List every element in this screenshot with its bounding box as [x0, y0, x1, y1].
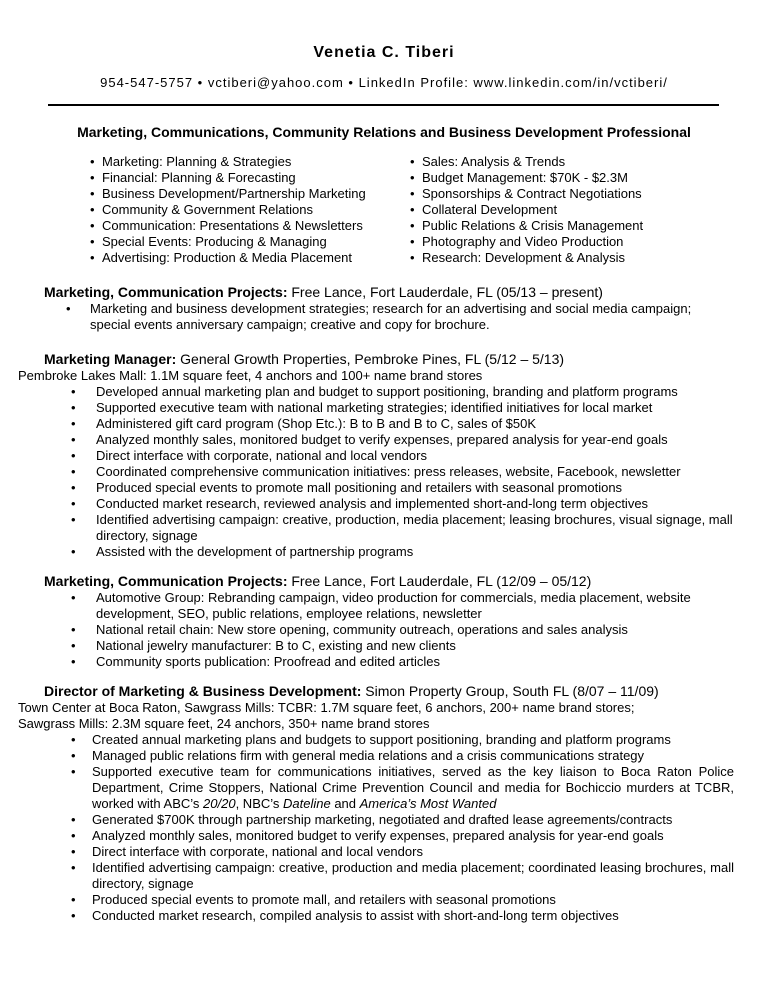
bullet-icon: • [71, 464, 76, 479]
bullet-icon: • [71, 732, 76, 747]
skill-item: • Public Relations & Crisis Management [410, 218, 644, 233]
bullet-icon: • [90, 154, 95, 169]
job-bullet: • Identified advertising campaign: creative, production, media placement; leasing brochures, visual signage, mall directory, signage [71, 512, 733, 543]
skill-item: • Photography and Video Production [410, 234, 624, 249]
bullet-icon: • [71, 544, 76, 559]
bullet-icon: • [90, 186, 95, 201]
job-bullet: • National retail chain: New store opening, community outreach, operations and sales analysis [71, 622, 628, 637]
job-bullet: • Conducted market research, reviewed analysis and implemented short-and-long term objectives [71, 496, 649, 511]
job-details: General Growth Properties, Pembroke Pines, FL (5/12 – 5/13) [176, 351, 565, 367]
bullet-icon: • [71, 908, 76, 923]
job-subtitle-2: Sawgrass Mills: 2.3M square feet, 24 anchors, 350+ name brand stores [18, 716, 430, 731]
job-details: Simon Property Group, South FL (8/07 – 11/09) [361, 683, 659, 699]
job-bullet: • Produced special events to promote mall positioning and retailers with seasonal promotions [71, 480, 623, 495]
job-title: Marketing Manager: [44, 351, 177, 367]
job-simon-property [18, 682, 734, 924]
bullet-icon: • [410, 170, 415, 185]
job-heading [44, 572, 734, 590]
job-bullet: • Managed public relations firm with general media relations and a crisis communications strategy [71, 748, 645, 763]
job-heading [44, 283, 734, 301]
job-bullet: • Assisted with the development of partnership programs [71, 544, 414, 559]
job-details: Free Lance, Fort Lauderdale, FL (12/09 – 05/12) [287, 573, 592, 589]
header-divider [48, 104, 719, 106]
skill-item: • Research: Development & Analysis [410, 250, 626, 265]
bullet-icon: • [410, 202, 415, 217]
candidate-name: Venetia C. Tiberi [313, 44, 455, 61]
job-details: Free Lance, Fort Lauderdale, FL (05/13 – present) [287, 284, 603, 300]
skill-item: • Communication: Presentations & Newsletters [90, 218, 363, 233]
job-subtitle: Town Center at Boca Raton, Sawgrass Mills: TCBR: 1.7M square feet, 6 anchors, 200+ name brand stores; [18, 700, 635, 715]
job-bullet: • Supported executive team with national marketing strategies; identified initiatives for local market [71, 400, 653, 415]
skill-item: • Budget Management: $70K - $2.3M [410, 170, 628, 185]
job-bullet: • Direct interface with corporate, national and local vendors [71, 448, 427, 463]
job-bullet: • Supported executive team for communications initiatives, served as the key liaison to Boca Raton Police Department, Crime Stoppers, National Crime Prevention Council and media for Bochiccio murders at TCBR, worked with ABC’s 20/20, NBC’s Dateline and America’s Most Wanted [71, 764, 734, 811]
bullet-icon: • [71, 860, 76, 875]
contact-line: 954-547-5757 • vctiberi@yahoo.com • LinkedIn Profile: www.linkedin.com/in/vctiberi/ [100, 75, 668, 90]
skill-item: • Financial: Planning & Forecasting [90, 170, 296, 185]
bullet-icon: • [90, 170, 95, 185]
job-bullet: • Coordinated comprehensive communication initiatives: press releases, website, Facebook, newsletter [71, 464, 681, 479]
skill-item: • Sales: Analysis & Trends [410, 154, 566, 169]
job-title: Marketing, Communication Projects: [44, 573, 288, 589]
job-bullet: • Developed annual marketing plan and budget to support positioning, branding and platform programs [71, 384, 678, 399]
bullet-icon: • [71, 384, 76, 399]
bullet-icon: • [71, 764, 76, 779]
bullet-icon: • [71, 432, 76, 447]
skill-item: • Special Events: Producing & Managing [90, 234, 327, 249]
job-bullet: • Identified advertising campaign: creative, production and media placement; coordinated leasing brochures, mall directory, signage [71, 860, 734, 891]
job-bullet: • Automotive Group: Rebranding campaign, video production for commercials, media placement, website development, SEO, public relations, employee relations, newsletter [71, 590, 691, 621]
bullet-icon: • [71, 400, 76, 415]
job-subtitle: Pembroke Lakes Mall: 1.1M square feet, 4 anchors and 100+ name brand stores [18, 368, 483, 383]
bullet-icon: • [410, 154, 415, 169]
job-bullet: • Administered gift card program (Shop Etc.): B to B and B to C, sales of $50K [71, 416, 537, 431]
bullet-icon: • [90, 218, 95, 233]
job-title: Marketing, Communication Projects: [44, 284, 288, 300]
job-heading [44, 682, 734, 700]
job-bullet: • Direct interface with corporate, national and local vendors [71, 844, 423, 859]
bullet-icon: • [71, 638, 76, 653]
job-heading [44, 350, 734, 368]
job-bullet: • National jewelry manufacturer: B to C, existing and new clients [71, 638, 456, 653]
job-freelance-2013 [44, 283, 734, 333]
bullet-icon: • [71, 622, 76, 637]
job-bullet: • Produced special events to promote mall, and retailers with seasonal promotions [71, 892, 556, 907]
job-freelance-2009 [44, 572, 734, 670]
bullet-icon: • [71, 654, 76, 669]
bullet-icon: • [71, 812, 76, 827]
job-bullet: • Conducted market research, compiled analysis to assist with short-and-long term objectives [71, 908, 619, 923]
job-title: Director of Marketing & Business Development: [44, 683, 362, 699]
bullet-icon: • [71, 844, 76, 859]
bullet-icon: • [90, 234, 95, 249]
bullet-icon: • [71, 448, 76, 463]
bullet-icon: • [90, 202, 95, 217]
skill-item: • Community & Government Relations [90, 202, 313, 217]
bullet-icon: • [410, 234, 415, 249]
bullet-icon: • [90, 250, 95, 265]
bullet-icon: • [66, 301, 71, 316]
job-bullet: • Community sports publication: Proofread and edited articles [71, 654, 440, 669]
bullet-icon: • [71, 828, 76, 843]
bullet-icon: • [71, 590, 76, 605]
skill-item: • Sponsorships & Contract Negotiations [410, 186, 642, 201]
job-bullet: • Analyzed monthly sales, monitored budget to verify expenses, prepared analysis for year-end goals [71, 828, 664, 843]
bullet-icon: • [410, 250, 415, 265]
job-bullet: • Created annual marketing plans and budgets to support positioning, branding and platform programs [71, 732, 671, 747]
professional-headline: Marketing, Communications, Community Relations and Business Development Professional [77, 124, 691, 140]
skill-item: • Advertising: Production & Media Placement [90, 250, 353, 265]
bullet-icon: • [410, 186, 415, 201]
job-bullet: • Analyzed monthly sales, monitored budget to verify expenses, prepared analysis for year-end goals [71, 432, 668, 447]
skill-item: • Collateral Development [410, 202, 558, 217]
skills-left-column [90, 154, 366, 266]
bullet-icon: • [410, 218, 415, 233]
job-bullet: • Generated $700K through partnership marketing, negotiated and drafted lease agreements/contracts [71, 812, 673, 827]
bullet-icon: • [71, 892, 76, 907]
skill-item: • Business Development/Partnership Marketing [90, 186, 366, 201]
skill-item: • Marketing: Planning & Strategies [90, 154, 292, 169]
job-bullet: • Marketing and business development strategies; research for an advertising and social media campaign; special events anniversary campaign; creative and copy for brochure. [66, 301, 692, 332]
bullet-icon: • [71, 496, 76, 511]
job-general-growth [18, 350, 734, 560]
bullet-icon: • [71, 748, 76, 763]
bullet-icon: • [71, 416, 76, 431]
skills-right-column [410, 154, 643, 266]
bullet-icon: • [71, 480, 76, 495]
bullet-icon: • [71, 512, 76, 527]
